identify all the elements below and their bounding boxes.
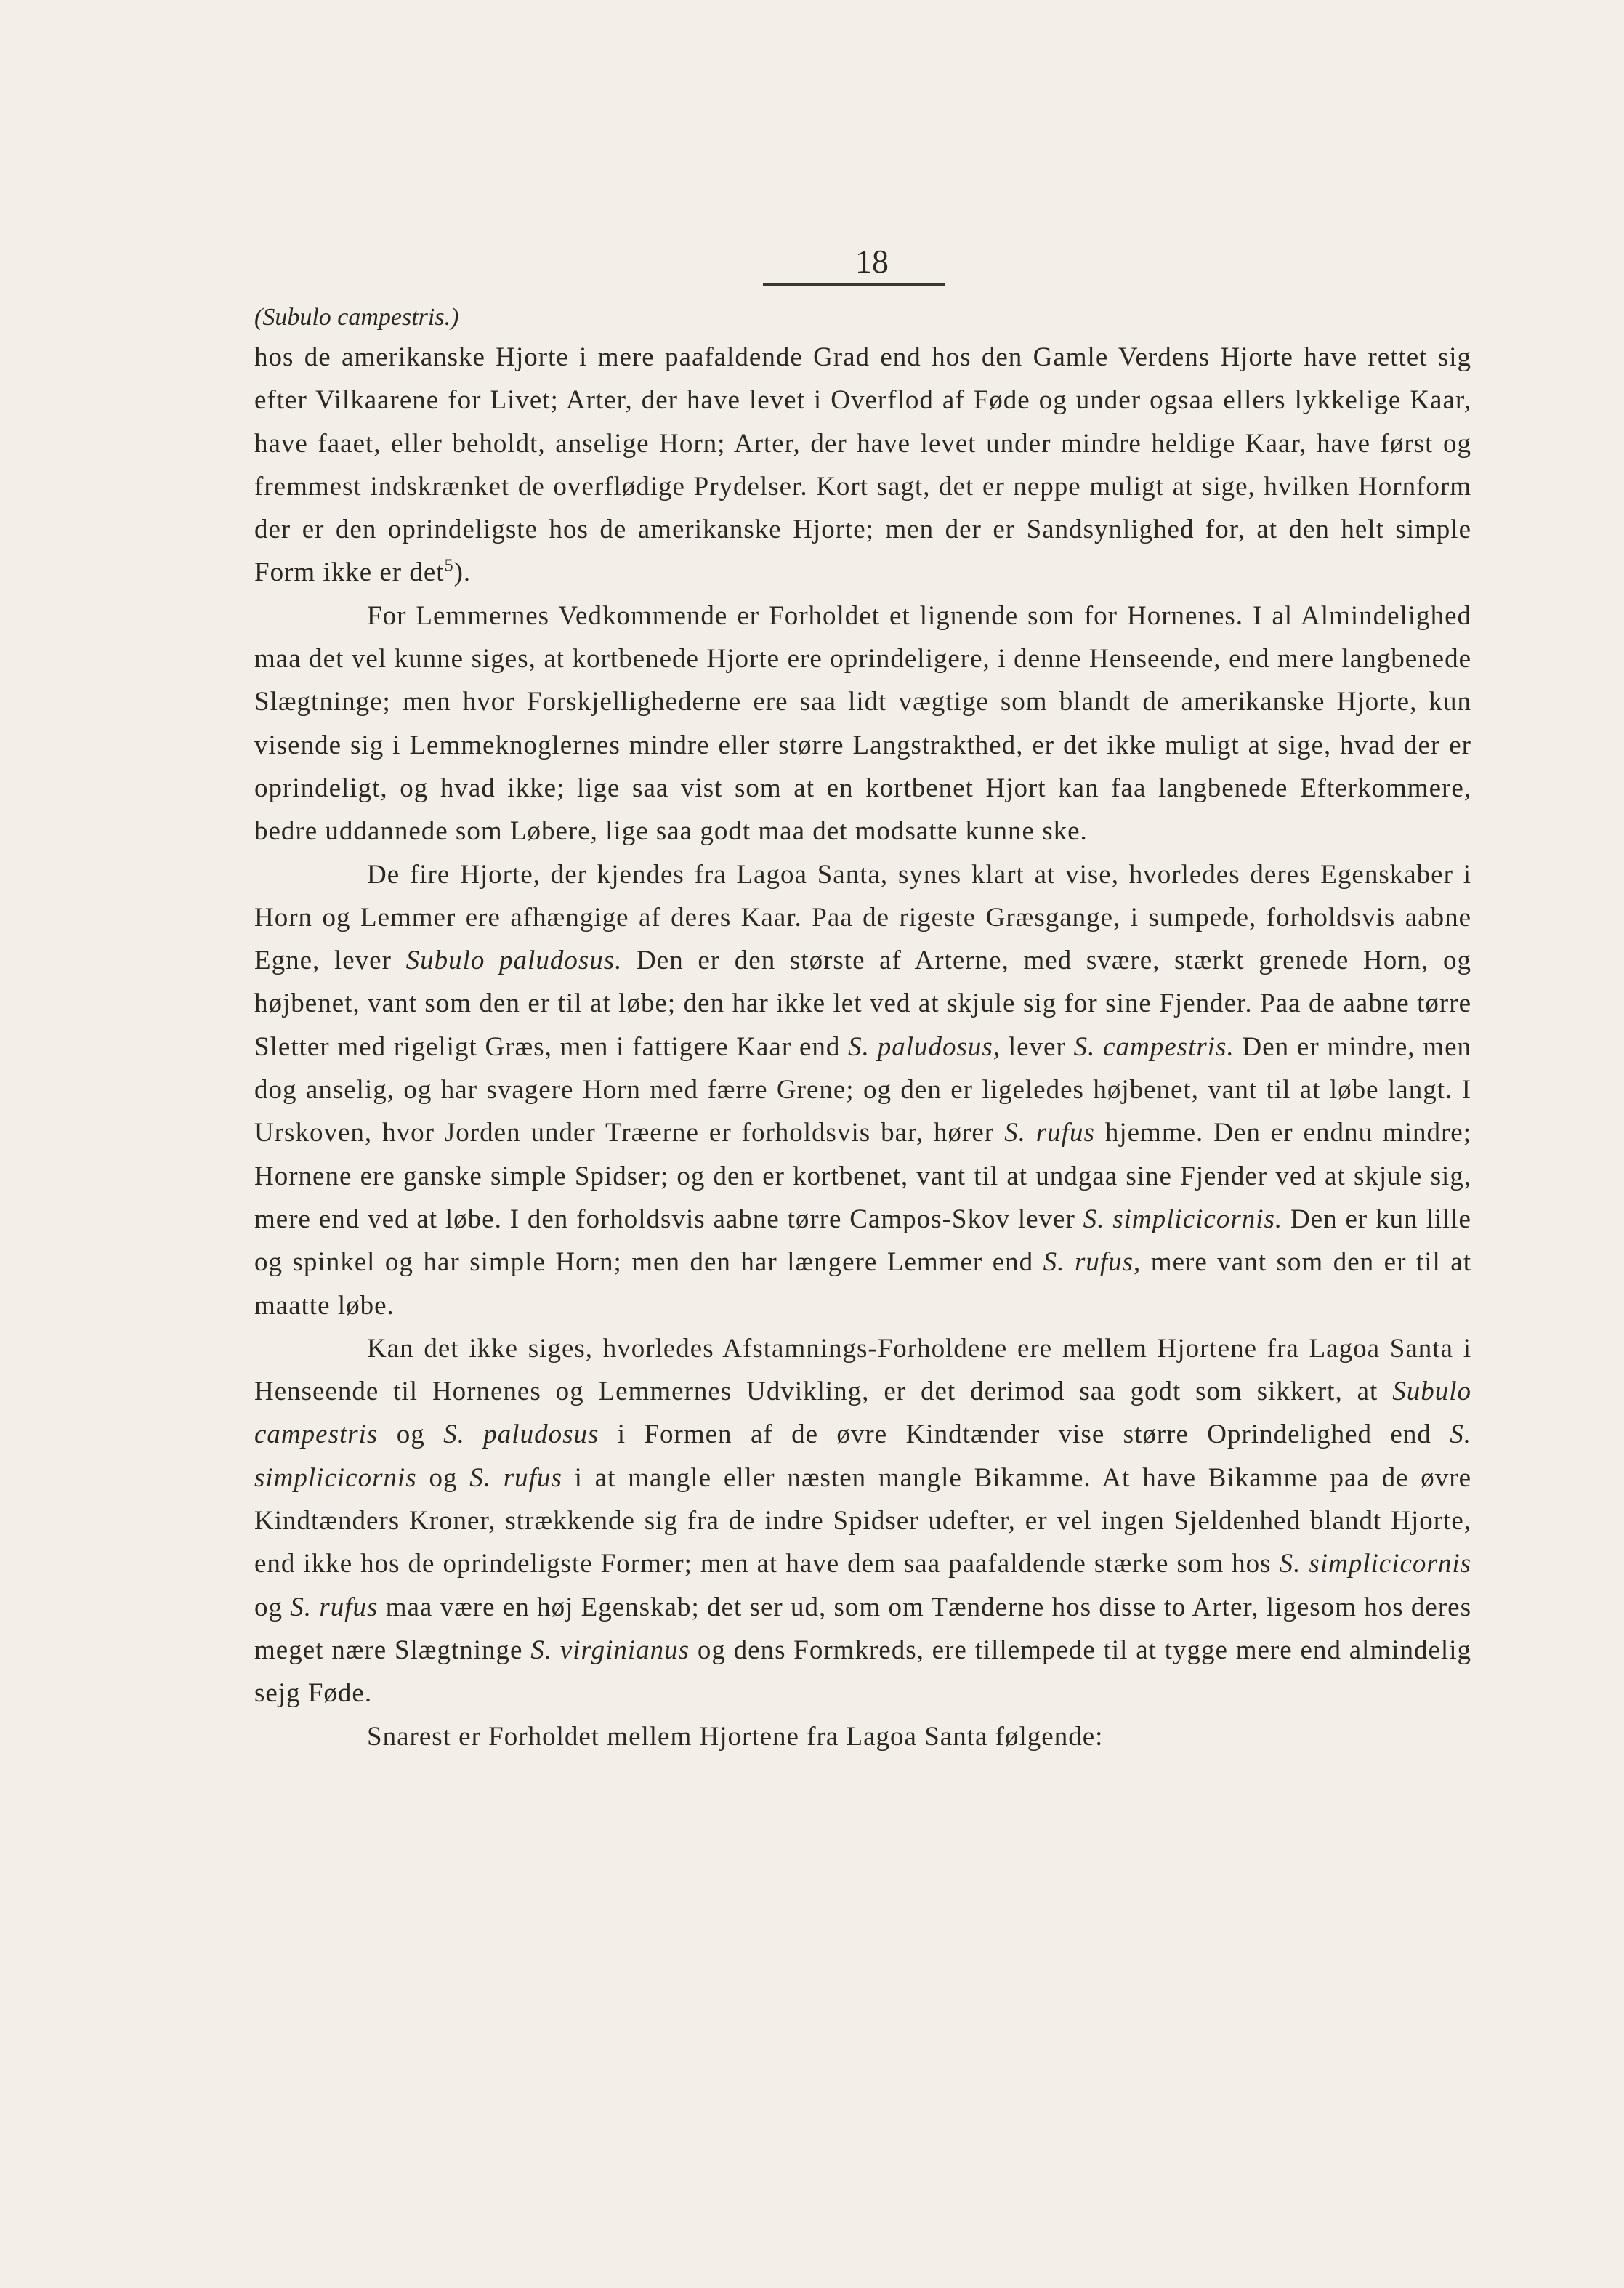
text-run: , lever <box>993 1031 1074 1062</box>
text-run: og dens Formkreds, ere tillempede til at tygge mere end almindelig sejg Føde. <box>254 1635 1471 1709</box>
species-name: S. paludosus <box>443 1419 599 1450</box>
species-name: Subulo campestris <box>254 1377 1471 1450</box>
text-run: Kan det ikke siges, hvorledes Afstamnings-Forholdene ere mellem Hjortene fra Lagoa Santa i Henseende til Hornenes og Lemmernes Udvikling, er det derimod saa godt som sikkert, at <box>254 1333 1471 1407</box>
text-run: i Formen af de øvre Kindtænder vise større Oprindelighed end <box>599 1419 1450 1450</box>
text-run: Den er den største af Arterne, med svære, stærkt grenede Horn, og højbenet, vant som den er til at løbe; den har ikke let ved at skjule sig for sine Fjender. Paa de aabne tørre Sletter med rigeligt Græs, men i fattigere Kaar end <box>254 946 1471 1062</box>
text-run: maa være en høj Egenskab; det ser ud, som om Tænderne hos disse to Arter, ligesom hos deres meget nære Slægtninge <box>254 1592 1471 1665</box>
species-name: S. rufus <box>1004 1118 1095 1148</box>
running-head: (Subulo campestris.) <box>254 304 459 331</box>
text-run: De fire Hjorte, der kjendes fra Lagoa Santa, synes klart at vise, hvorledes deres Egenskaber i Horn og Lemmer ere afhængige af deres Kaar. Paa de rigeste Græsgange, i sumpede, forholdsvis aabne Egne, lever <box>254 859 1471 976</box>
paragraph <box>254 853 1471 1327</box>
text-run: i at mangle eller næsten mangle Bikamme. At have Bikamme paa de øvre Kindtænders Kroner, strækkende sig fra de indre Spidser udefter, er vel ingen Sjeldenhed blandt Hjorte, end ikke hos de oprindeligste Former; men at have dem saa paafaldende stærke som hos <box>254 1462 1472 1579</box>
paragraph <box>254 1327 1471 1715</box>
paragraph <box>254 336 1471 595</box>
species-name: S. campestris. <box>1073 1031 1235 1062</box>
text-run: og <box>378 1419 444 1450</box>
species-name: S. virginianus <box>530 1635 690 1665</box>
species-name: S. simplicicornis. <box>1083 1204 1283 1234</box>
text-run: Snarest er Forholdet mellem Hjortene fra Lagoa Santa følgende: <box>367 1721 1104 1752</box>
footnote-reference: 5 <box>444 557 454 576</box>
text-run: For Lemmernes Vedkommende er Forholdet et lignende som for Hornenes. I al Almindelighed maa det vel kunne siges, at kortbenede Hjorte ere oprindeligere, i denne Henseende, end mere langbenede Slægtninge; men hvor Forskjellighederne ere saa lidt vægtige som blandt de amerikanske Hjorte, kun visende sig i Lemmeknoglernes mindre eller større Langstrakthed, er det ikke muligt at sige, hvad der er oprindeligt, og hvad ikke; lige saa vist som at en kortbenet Hjort kan faa langbenede Efterkommere, bedre uddannede som Løbere, lige saa godt maa det modsatte kunne ske. <box>254 600 1471 847</box>
species-name: Subulo paludosus. <box>405 946 623 976</box>
text-run: Den er kun lille og spinkel og har simple Horn; men den har længere Lemmer end <box>254 1204 1471 1278</box>
text-body <box>254 336 1471 1758</box>
text-run: Den er mindre, men dog anselig, og har svagere Horn med færre Grene; og den er ligeledes højbenet, vant til at løbe langt. I Urskoven, hvor Jorden under Træerne er forholdsvis bar, hører <box>254 1031 1472 1148</box>
paragraph <box>254 1715 1471 1758</box>
text-run: , mere vant som den er til at maatte løbe. <box>254 1247 1471 1321</box>
species-name: S. rufus <box>1043 1247 1134 1278</box>
text-run: ). <box>453 557 472 588</box>
paragraph <box>254 595 1471 853</box>
species-name: S. simplicicornis <box>1279 1549 1471 1579</box>
text-run: hos de amerikanske Hjorte i mere paafaldende Grad end hos den Gamle Verdens Hjorte have rettet sig efter Vilkaarene for Livet; Arter, der have levet i Overflod af Føde og under ogsaa ellers lykkelige Kaar, have faaet, eller beholdt, anselige Horn; Arter, der have levet under mindre heldige Kaar, have først og fremmest indskrænket de overflødige Prydelser. Kort sagt, det er neppe muligt at sige, hvilken Hornform der er den oprindeligste hos de amerikanske Hjorte; men der er Sandsynlighed for, at den helt simple Form ikke er det <box>254 342 1471 588</box>
page-number-rule <box>763 283 945 286</box>
text-run: og <box>254 1592 291 1622</box>
species-name: S. simplicicornis <box>254 1419 1472 1493</box>
species-name: S. paludosus <box>848 1031 993 1062</box>
species-name: S. rufus <box>290 1592 379 1622</box>
species-name: S. rufus <box>469 1462 562 1493</box>
page-number: 18 <box>855 243 889 280</box>
text-run: hjemme. Den er endnu mindre; Hornene ere ganske simple Spidser; og den er kortbenet, vant til at undgaa sine Fjender ved at skjule sig, mere end ved at løbe. I den forholdsvis aabne tørre Campos-Skov lever <box>254 1118 1471 1234</box>
text-run: og <box>416 1462 470 1493</box>
